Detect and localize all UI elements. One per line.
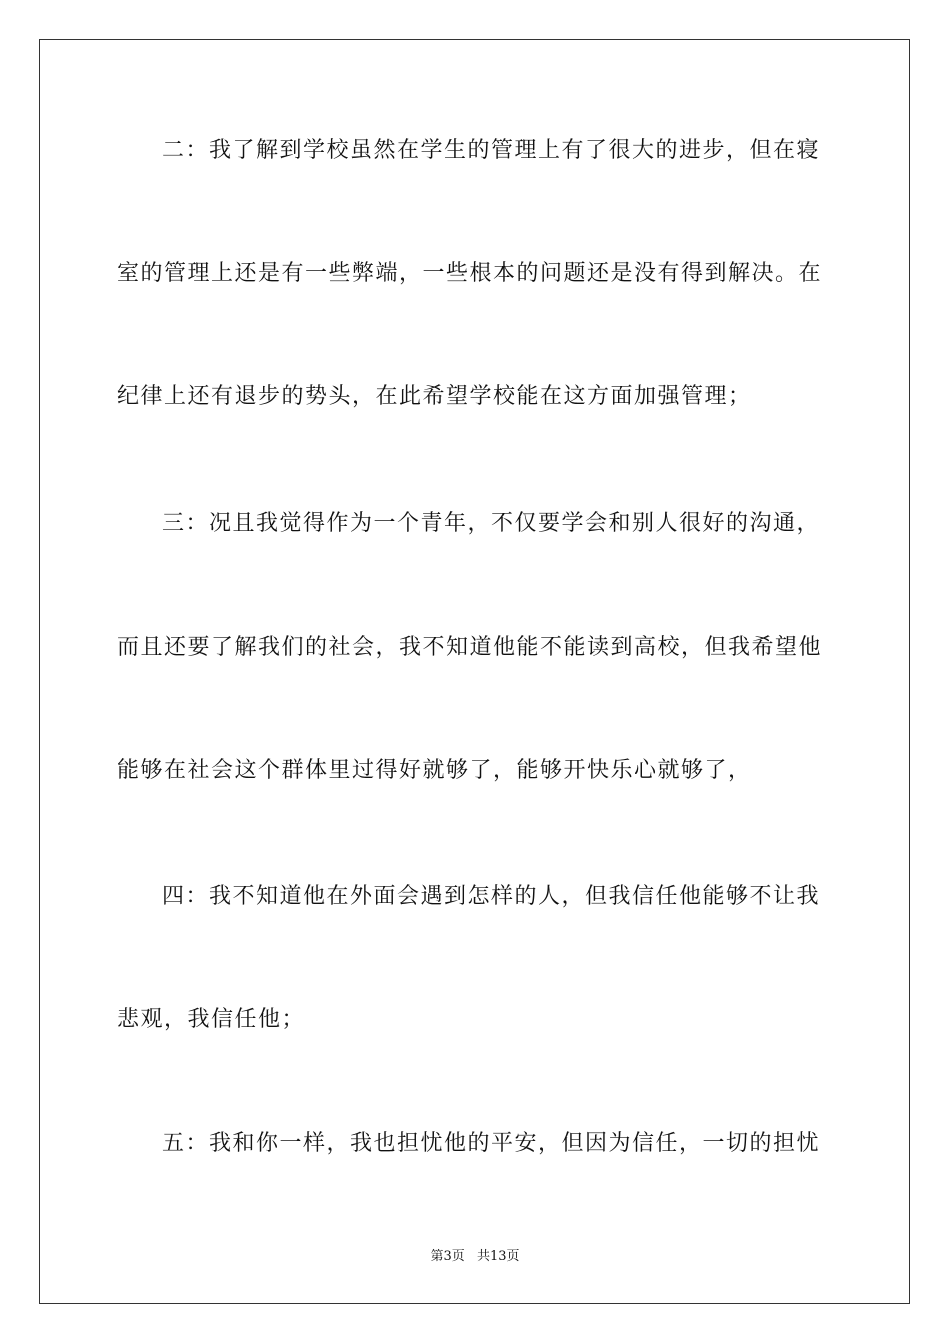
page-frame: [39, 39, 910, 1304]
paragraph-line: 二：我了解到学校虽然在学生的管理上有了很大的进步，但在寝: [162, 138, 821, 163]
page-footer: [0, 1245, 950, 1264]
page-number: 第3页: [430, 1249, 465, 1264]
paragraph-line: 室的管理上还是有一些弊端，一些根本的问题还是没有得到解决。在: [117, 261, 823, 286]
paragraph-line: 而且还要了解我们的社会，我不知道他能不能读到高校，但我希望他: [117, 635, 823, 660]
paragraph-line: 三：况且我觉得作为一个青年，不仅要学会和别人很好的沟通，: [162, 511, 821, 536]
paragraph-line: 四：我不知道他在外面会遇到怎样的人，但我信任他能够不让我: [162, 884, 821, 909]
paragraph-line: 能够在社会这个群体里过得好就够了，能够开快乐心就够了，: [117, 758, 752, 783]
paragraph-line: 悲观，我信任他；: [117, 1007, 306, 1032]
page-total: 共13页: [476, 1249, 520, 1264]
paragraph-line: 五：我和你一样，我也担忧他的平安，但因为信任，一切的担忧: [162, 1131, 821, 1156]
paragraph-line: 纪律上还有退步的势头，在此希望学校能在这方面加强管理；: [117, 384, 752, 409]
